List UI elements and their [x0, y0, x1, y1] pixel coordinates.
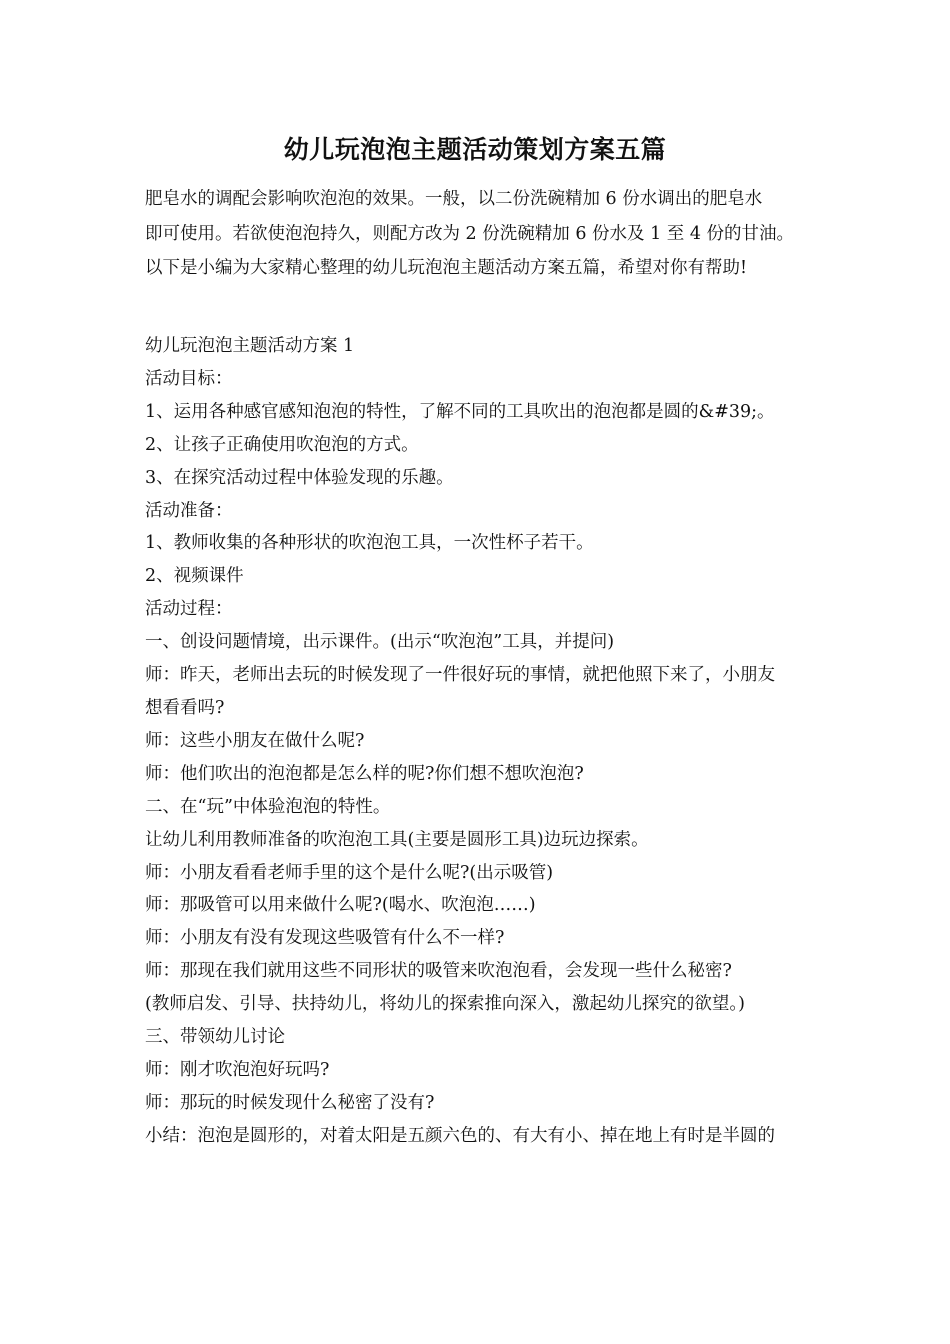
- plan-heading: 幼儿玩泡泡主题活动方案 1: [145, 336, 355, 356]
- body-line: 二、在“玩”中体验泡泡的特性。: [145, 796, 391, 817]
- body-line: 师：他们吹出的泡泡都是怎么样的呢?你们想不想吹泡泡?: [145, 763, 584, 784]
- activity-plan-body: [145, 330, 810, 1153]
- body-line: 2、让孩子正确使用吹泡泡的方式。: [145, 434, 419, 455]
- body-line: 让幼儿利用教师准备的吹泡泡工具(主要是圆形工具)边玩边探索。: [145, 829, 649, 850]
- body-line: 1、运用各种感官感知泡泡的特性，了解不同的工具吹出的泡泡都是圆的&#39;。: [145, 401, 775, 422]
- body-line: 师：那现在我们就用这些不同形状的吸管来吹泡泡看，会发现一些什么秘密?: [145, 961, 732, 982]
- intro-line: 肥皂水的调配会影响吹泡泡的效果。一般，以二份洗碗精加 6 份水调出的肥皂水: [145, 189, 763, 209]
- body-line: 2、视频课件: [145, 566, 244, 587]
- body-line: 师：昨天，老师出去玩的时候发现了一件很好玩的事情，就把他照下来了，小朋友: [145, 665, 775, 686]
- body-line: 小结：泡泡是圆形的，对着太阳是五颜六色的、有大有小、掉在地上有时是半圆的: [145, 1125, 775, 1146]
- section-label-goals: 活动目标：: [145, 368, 233, 389]
- intro-paragraph: [145, 182, 810, 286]
- body-line: 想看看吗?: [145, 697, 225, 718]
- body-line: 一、创设问题情境，出示课件。(出示“吹泡泡”工具，并提问): [145, 632, 615, 653]
- body-line: 师：小朋友看看老师手里的这个是什么呢?(出示吸管): [145, 862, 554, 883]
- body-line: (教师启发、引导、扶持幼儿，将幼儿的探索推向深入，激起幼儿探究的欲望。): [145, 994, 745, 1015]
- body-line: 师：小朋友有没有发现这些吸管有什么不一样?: [145, 928, 505, 949]
- body-line: 师：这些小朋友在做什么呢?: [145, 730, 365, 751]
- document-title: 幼儿玩泡泡主题活动策划方案五篇: [283, 135, 667, 164]
- intro-line: 即可使用。若欲使泡泡持久，则配方改为 2 份洗碗精加 6 份水及 1 至 4 份的甘油。: [145, 223, 795, 244]
- intro-line: 以下是小编为大家精心整理的幼儿玩泡泡主题活动方案五篇，希望对你有帮助!: [145, 258, 748, 278]
- body-line: 1、教师收集的各种形状的吹泡泡工具，一次性杯子若干。: [145, 533, 594, 554]
- section-label-process: 活动过程：: [145, 599, 233, 620]
- body-line: 三、带领幼儿讨论: [145, 1027, 285, 1048]
- body-line: 3、在探究活动过程中体验发现的乐趣。: [145, 467, 454, 488]
- body-line: 师：那玩的时候发现什么秘密了没有?: [145, 1092, 435, 1113]
- body-line: 师：那吸管可以用来做什么呢?(喝水、吹泡泡……): [145, 895, 536, 916]
- body-line: 师：刚才吹泡泡好玩吗?: [145, 1059, 330, 1080]
- section-label-preparation: 活动准备：: [145, 500, 233, 521]
